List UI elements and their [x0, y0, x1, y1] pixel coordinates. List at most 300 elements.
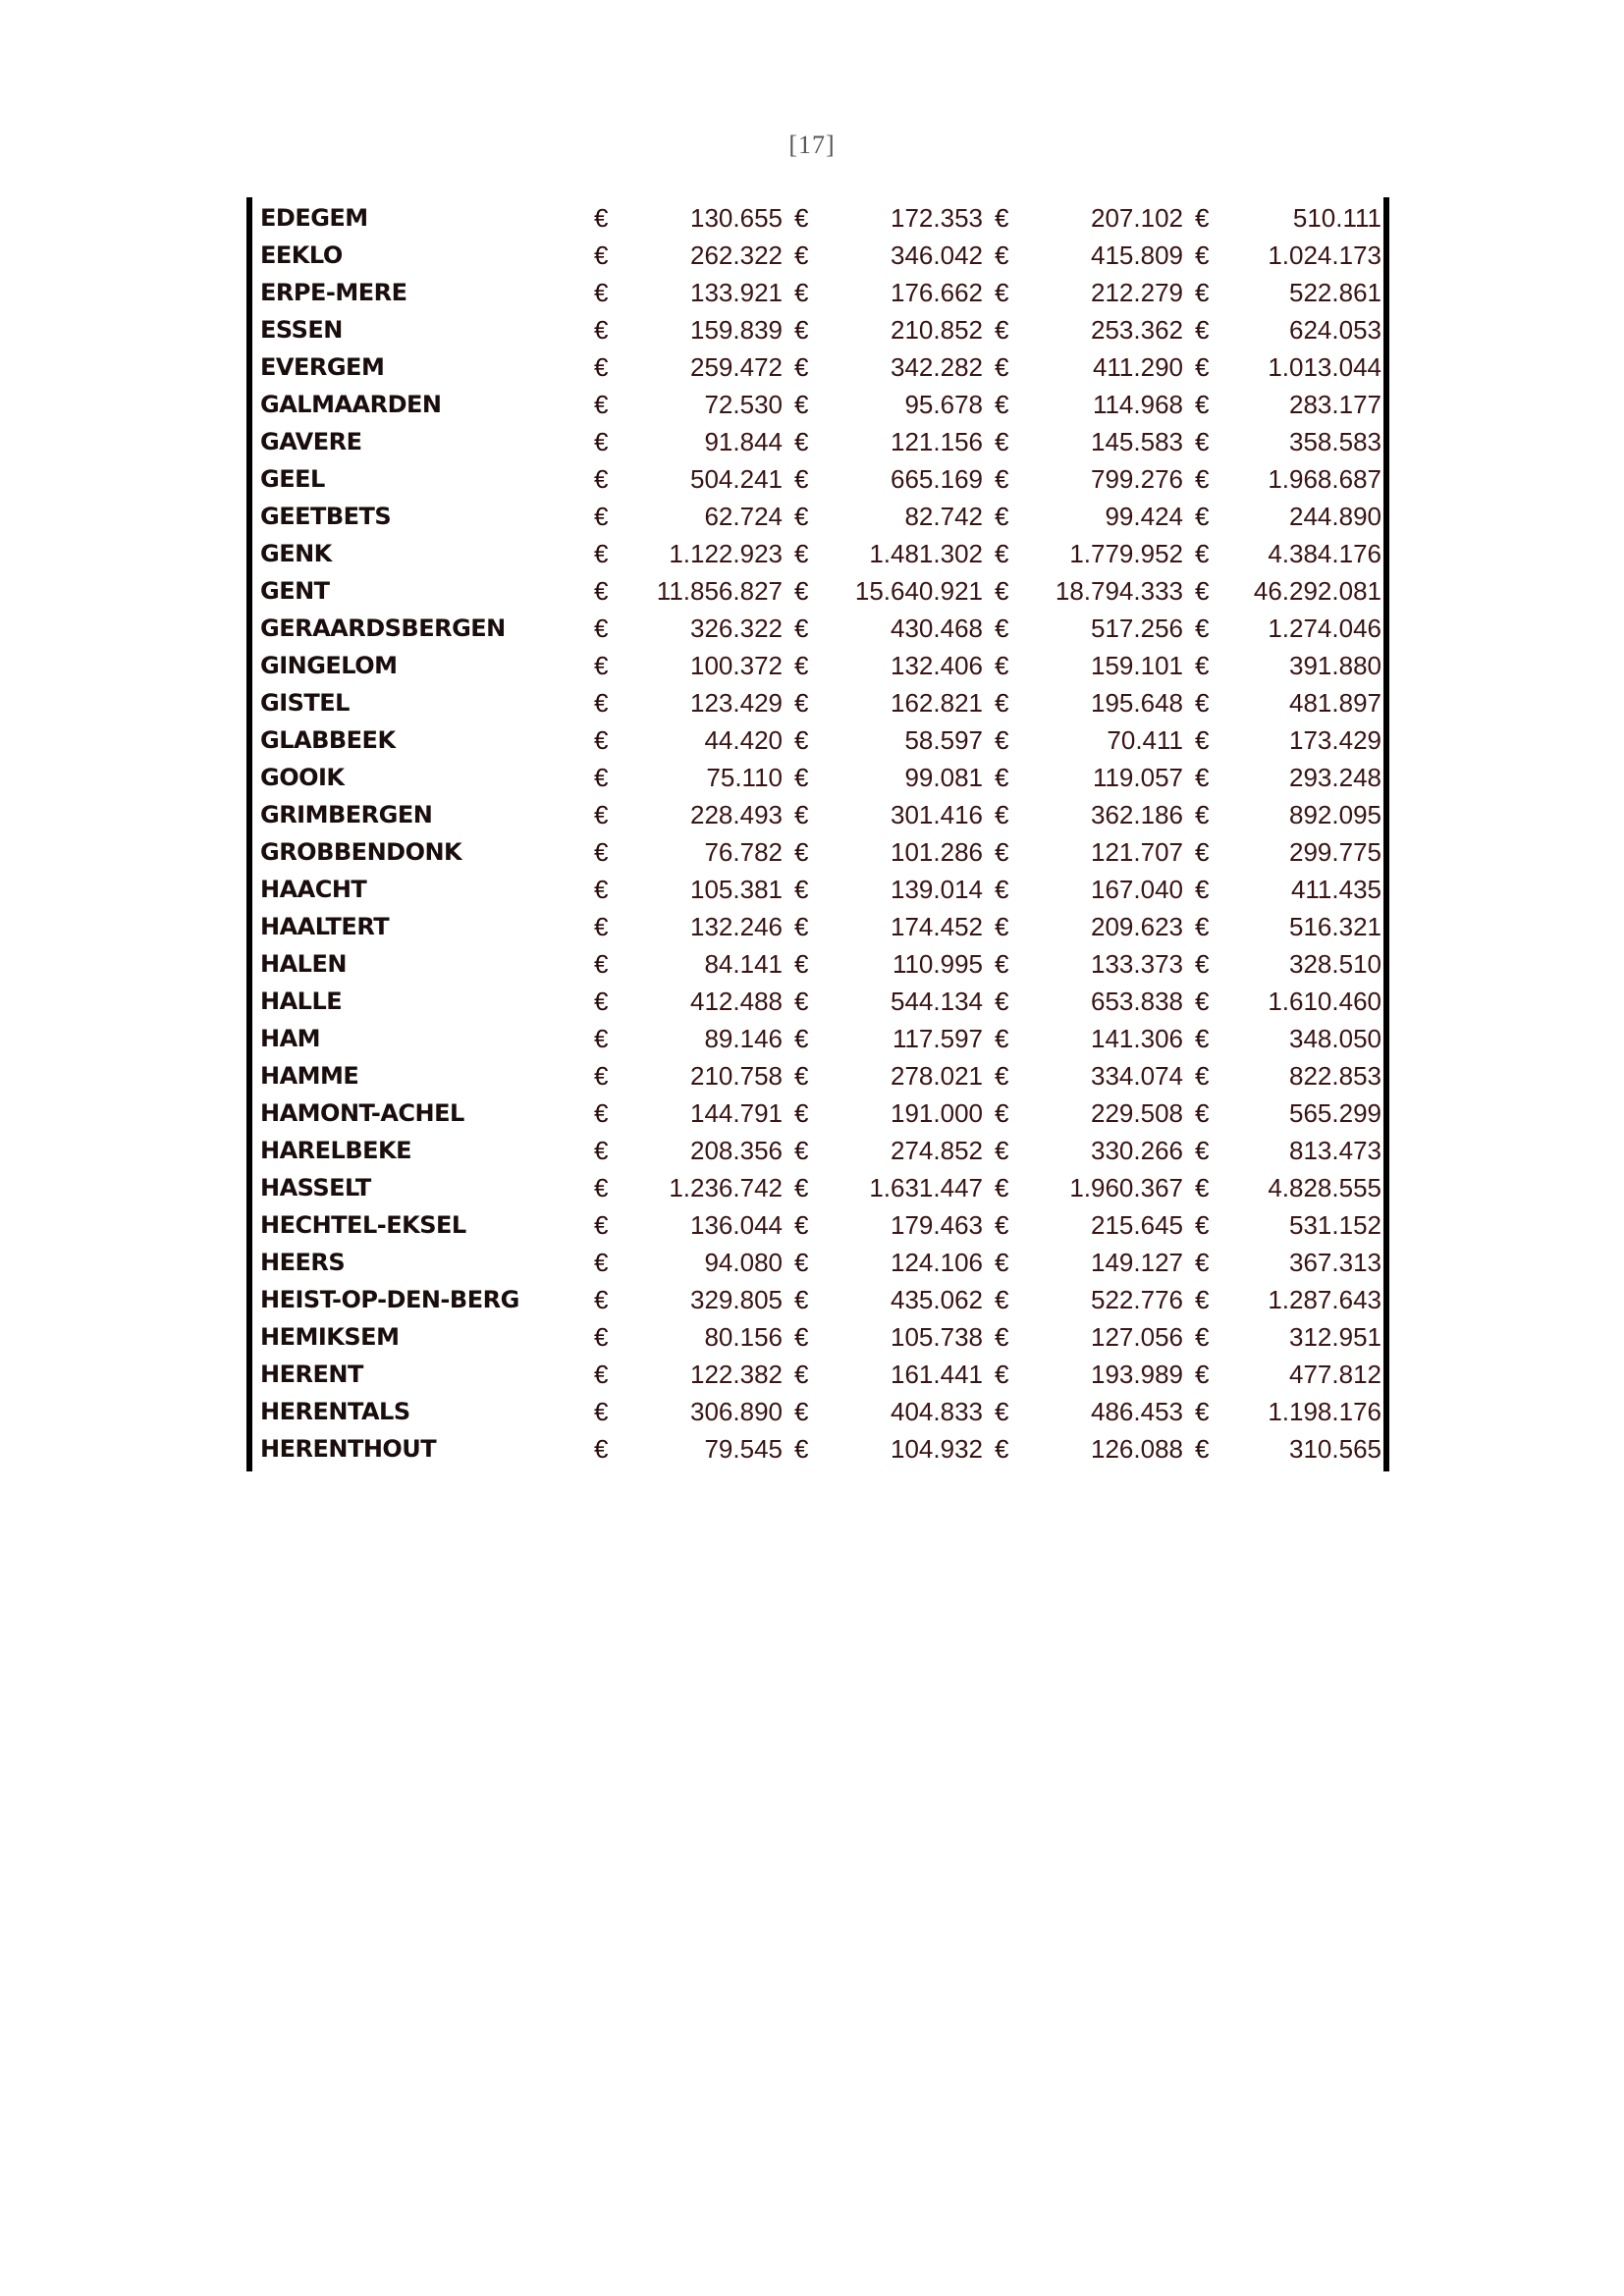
- currency-symbol: €: [1195, 987, 1210, 1016]
- amount-v1: 105.381: [690, 875, 783, 904]
- table-row: [252, 460, 1391, 498]
- currency-symbol: €: [794, 203, 809, 233]
- currency-symbol: €: [794, 987, 809, 1016]
- currency-symbol: €: [995, 1136, 1009, 1165]
- amount-v1: 75.110: [706, 763, 783, 792]
- amount-v4: 358.583: [1289, 427, 1381, 456]
- currency-symbol: €: [1195, 539, 1210, 568]
- amount-v1: 208.356: [690, 1136, 783, 1165]
- currency-symbol: €: [995, 502, 1009, 531]
- amount-v1: 84.141: [704, 949, 783, 979]
- amount-v3: 415.809: [1091, 240, 1183, 270]
- currency-symbol: €: [1195, 949, 1210, 979]
- municipality-name: EDEGEM: [260, 204, 368, 232]
- currency-symbol: €: [594, 1285, 609, 1314]
- currency-symbol: €: [1195, 614, 1210, 643]
- currency-symbol: €: [594, 1360, 609, 1389]
- currency-symbol: €: [1195, 1061, 1210, 1091]
- currency-symbol: €: [1195, 725, 1210, 755]
- amount-v3: 99.424: [1105, 502, 1183, 531]
- municipality-name: HAMONT-ACHEL: [260, 1099, 464, 1127]
- municipality-name: GAVERE: [260, 428, 362, 455]
- currency-symbol: €: [794, 725, 809, 755]
- currency-symbol: €: [594, 390, 609, 419]
- amount-v3: 141.306: [1091, 1024, 1183, 1053]
- currency-symbol: €: [1195, 1024, 1210, 1053]
- currency-symbol: €: [1195, 427, 1210, 456]
- currency-symbol: €: [594, 576, 609, 606]
- currency-symbol: €: [594, 837, 609, 867]
- currency-symbol: €: [1195, 1248, 1210, 1277]
- amount-v1: 306.890: [690, 1397, 783, 1426]
- table-row: [252, 199, 1391, 237]
- currency-symbol: €: [995, 1248, 1009, 1277]
- amount-v2: 124.106: [891, 1248, 983, 1277]
- amount-v2: 117.597: [892, 1024, 983, 1053]
- currency-symbol: €: [794, 464, 809, 494]
- amount-v4: 293.248: [1289, 763, 1381, 792]
- currency-symbol: €: [1195, 352, 1210, 382]
- amount-v2: 274.852: [891, 1136, 983, 1165]
- municipality-name: HERENTHOUT: [260, 1435, 437, 1463]
- amount-v4: 310.565: [1289, 1434, 1381, 1464]
- amount-v4: 624.053: [1289, 315, 1381, 345]
- amount-v2: 1.481.302: [869, 539, 983, 568]
- table-row: [252, 1206, 1391, 1244]
- municipality-name: GLABBEEK: [260, 726, 396, 754]
- currency-symbol: €: [1195, 1360, 1210, 1389]
- municipality-name: HAMME: [260, 1062, 359, 1090]
- currency-symbol: €: [594, 1173, 609, 1202]
- amount-v1: 11.856.827: [656, 576, 783, 606]
- amount-v2: 172.353: [891, 203, 983, 233]
- amount-v4: 283.177: [1289, 390, 1381, 419]
- table-row: [252, 1057, 1391, 1095]
- currency-symbol: €: [1195, 1136, 1210, 1165]
- currency-symbol: €: [1195, 1173, 1210, 1202]
- currency-symbol: €: [995, 875, 1009, 904]
- amount-v3: 121.707: [1091, 837, 1183, 867]
- amount-v3: 193.989: [1091, 1360, 1183, 1389]
- currency-symbol: €: [594, 240, 609, 270]
- currency-symbol: €: [995, 725, 1009, 755]
- table-row: [252, 945, 1391, 983]
- currency-symbol: €: [1195, 837, 1210, 867]
- amount-v1: 136.044: [690, 1210, 783, 1240]
- amount-v2: 15.640.921: [854, 576, 983, 606]
- amount-v3: 229.508: [1091, 1098, 1183, 1128]
- currency-symbol: €: [995, 651, 1009, 680]
- currency-symbol: €: [995, 1173, 1009, 1202]
- municipality-name: ESSEN: [260, 316, 343, 344]
- amount-v2: 342.282: [891, 352, 983, 382]
- municipality-name: HALLE: [260, 988, 343, 1015]
- currency-symbol: €: [1195, 912, 1210, 941]
- amount-v1: 76.782: [704, 837, 783, 867]
- currency-symbol: €: [1195, 502, 1210, 531]
- amount-v2: 544.134: [891, 987, 983, 1016]
- currency-symbol: €: [594, 427, 609, 456]
- amount-v3: 330.266: [1091, 1136, 1183, 1165]
- currency-symbol: €: [794, 837, 809, 867]
- table-row: [252, 1393, 1391, 1430]
- amount-v4: 531.152: [1289, 1210, 1381, 1240]
- currency-symbol: €: [594, 502, 609, 531]
- amount-v3: 212.279: [1091, 278, 1183, 307]
- amount-v4: 244.890: [1289, 502, 1381, 531]
- currency-symbol: €: [794, 1434, 809, 1464]
- currency-symbol: €: [995, 240, 1009, 270]
- currency-symbol: €: [1195, 1285, 1210, 1314]
- currency-symbol: €: [995, 614, 1009, 643]
- table-row: [252, 983, 1391, 1020]
- currency-symbol: €: [995, 763, 1009, 792]
- table-row: [252, 498, 1391, 535]
- amount-v2: 121.156: [891, 427, 983, 456]
- currency-symbol: €: [794, 763, 809, 792]
- amount-v3: 126.088: [1091, 1434, 1183, 1464]
- table-row: [252, 833, 1391, 871]
- currency-symbol: €: [594, 203, 609, 233]
- amount-v1: 100.372: [690, 651, 783, 680]
- amount-v1: 62.724: [704, 502, 783, 531]
- amount-v4: 1.287.643: [1268, 1285, 1381, 1314]
- currency-symbol: €: [594, 1434, 609, 1464]
- currency-symbol: €: [794, 688, 809, 718]
- amount-v3: 209.623: [1091, 912, 1183, 941]
- table-row: [252, 1356, 1391, 1393]
- currency-symbol: €: [794, 1248, 809, 1277]
- municipality-name: HAM: [260, 1025, 321, 1052]
- amount-v3: 195.648: [1091, 688, 1183, 718]
- municipality-name: HEERS: [260, 1249, 346, 1276]
- table-row: [252, 1244, 1391, 1281]
- municipality-name: HEIST-OP-DEN-BERG: [260, 1286, 519, 1313]
- amount-v2: 1.631.447: [869, 1173, 983, 1202]
- municipality-name: GROBBENDONK: [260, 838, 462, 866]
- currency-symbol: €: [594, 688, 609, 718]
- municipality-name: HALEN: [260, 950, 347, 978]
- currency-symbol: €: [1195, 875, 1210, 904]
- table-row: [252, 1095, 1391, 1132]
- amount-v1: 72.530: [704, 390, 783, 419]
- amount-v3: 517.256: [1091, 614, 1183, 643]
- amount-v3: 486.453: [1091, 1397, 1183, 1426]
- currency-symbol: €: [794, 1061, 809, 1091]
- amount-v3: 114.968: [1092, 390, 1183, 419]
- amount-v2: 58.597: [904, 725, 983, 755]
- currency-symbol: €: [594, 1024, 609, 1053]
- currency-symbol: €: [794, 800, 809, 829]
- currency-symbol: €: [1195, 576, 1210, 606]
- currency-symbol: €: [594, 1210, 609, 1240]
- currency-symbol: €: [1195, 651, 1210, 680]
- currency-symbol: €: [594, 800, 609, 829]
- table-row: [252, 274, 1391, 311]
- amount-v4: 411.435: [1290, 875, 1381, 904]
- amount-v2: 278.021: [891, 1061, 983, 1091]
- table-body: [252, 199, 1391, 1468]
- municipality-table: [246, 197, 1389, 1471]
- amount-v1: 159.839: [690, 315, 783, 345]
- currency-symbol: €: [594, 1061, 609, 1091]
- municipality-name: ERPE-MERE: [260, 279, 407, 306]
- currency-symbol: €: [794, 502, 809, 531]
- amount-v4: 1.610.460: [1268, 987, 1381, 1016]
- municipality-name: GALMAARDEN: [260, 391, 442, 418]
- amount-v1: 262.322: [690, 240, 783, 270]
- table-row: [252, 1020, 1391, 1057]
- amount-v4: 892.095: [1289, 800, 1381, 829]
- amount-v3: 1.960.367: [1069, 1173, 1183, 1202]
- currency-symbol: €: [995, 1210, 1009, 1240]
- currency-symbol: €: [1195, 315, 1210, 345]
- amount-v1: 259.472: [690, 352, 783, 382]
- amount-v2: 430.468: [891, 614, 983, 643]
- amount-v2: 191.000: [891, 1098, 983, 1128]
- currency-symbol: €: [594, 1136, 609, 1165]
- amount-v1: 210.758: [690, 1061, 783, 1091]
- amount-v1: 44.420: [704, 725, 783, 755]
- table-row: [252, 535, 1391, 572]
- amount-v1: 94.080: [704, 1248, 783, 1277]
- amount-v4: 516.321: [1289, 912, 1381, 941]
- table-row: [252, 1430, 1391, 1468]
- amount-v2: 139.014: [891, 875, 983, 904]
- currency-symbol: €: [594, 912, 609, 941]
- municipality-grid: [252, 199, 1391, 1468]
- amount-v4: 328.510: [1289, 949, 1381, 979]
- amount-v2: 162.821: [891, 688, 983, 718]
- table-row: [252, 908, 1391, 945]
- currency-symbol: €: [995, 1322, 1009, 1352]
- table-row: [252, 237, 1391, 274]
- municipality-name: HAACHT: [260, 876, 367, 903]
- amount-v1: 144.791: [690, 1098, 783, 1128]
- currency-symbol: €: [1195, 203, 1210, 233]
- currency-symbol: €: [1195, 1210, 1210, 1240]
- amount-v3: 253.362: [1091, 315, 1183, 345]
- currency-symbol: €: [995, 1024, 1009, 1053]
- currency-symbol: €: [594, 1397, 609, 1426]
- currency-symbol: €: [995, 1098, 1009, 1128]
- amount-v4: 46.292.081: [1253, 576, 1381, 606]
- amount-v2: 104.932: [891, 1434, 983, 1464]
- currency-symbol: €: [594, 875, 609, 904]
- municipality-name: GINGELOM: [260, 652, 398, 679]
- amount-v2: 174.452: [891, 912, 983, 941]
- amount-v3: 799.276: [1091, 464, 1183, 494]
- amount-v1: 1.122.923: [669, 539, 783, 568]
- amount-v3: 70.411: [1107, 725, 1183, 755]
- currency-symbol: €: [794, 651, 809, 680]
- currency-symbol: €: [594, 614, 609, 643]
- municipality-name: GISTEL: [260, 689, 350, 717]
- table-row: [252, 572, 1391, 610]
- currency-symbol: €: [794, 875, 809, 904]
- amount-v4: 481.897: [1289, 688, 1381, 718]
- municipality-name: HECHTEL-EKSEL: [260, 1211, 466, 1239]
- amount-v1: 123.429: [690, 688, 783, 718]
- table-row: [252, 1318, 1391, 1356]
- municipality-name: HEMIKSEM: [260, 1323, 400, 1351]
- currency-symbol: €: [594, 352, 609, 382]
- amount-v4: 4.828.555: [1268, 1173, 1381, 1202]
- currency-symbol: €: [1195, 688, 1210, 718]
- amount-v1: 130.655: [690, 203, 783, 233]
- municipality-name: GENK: [260, 540, 332, 567]
- amount-v1: 1.236.742: [669, 1173, 783, 1202]
- amount-v1: 133.921: [690, 278, 783, 307]
- amount-v3: 167.040: [1091, 875, 1183, 904]
- currency-symbol: €: [995, 800, 1009, 829]
- table-row: [252, 1132, 1391, 1169]
- municipality-name: HARELBEKE: [260, 1137, 412, 1164]
- currency-symbol: €: [995, 427, 1009, 456]
- currency-symbol: €: [794, 1173, 809, 1202]
- currency-symbol: €: [794, 240, 809, 270]
- table-row: [252, 684, 1391, 721]
- amount-v4: 813.473: [1289, 1136, 1381, 1165]
- currency-symbol: €: [794, 1360, 809, 1389]
- amount-v4: 822.853: [1289, 1061, 1381, 1091]
- amount-v4: 1.968.687: [1268, 464, 1381, 494]
- municipality-name: EEKLO: [260, 241, 343, 269]
- table-row: [252, 423, 1391, 460]
- amount-v4: 312.951: [1289, 1322, 1381, 1352]
- table-row: [252, 1169, 1391, 1206]
- currency-symbol: €: [794, 390, 809, 419]
- currency-symbol: €: [794, 1210, 809, 1240]
- amount-v2: 301.416: [891, 800, 983, 829]
- amount-v2: 179.463: [891, 1210, 983, 1240]
- amount-v1: 89.146: [704, 1024, 783, 1053]
- currency-symbol: €: [995, 352, 1009, 382]
- amount-v2: 132.406: [891, 651, 983, 680]
- amount-v1: 80.156: [704, 1322, 783, 1352]
- amount-v3: 119.057: [1092, 763, 1183, 792]
- amount-v2: 176.662: [891, 278, 983, 307]
- municipality-name: HERENT: [260, 1361, 363, 1388]
- table-row: [252, 386, 1391, 423]
- amount-v2: 435.062: [891, 1285, 983, 1314]
- amount-v4: 367.313: [1289, 1248, 1381, 1277]
- amount-v1: 79.545: [704, 1434, 783, 1464]
- table-row: [252, 759, 1391, 796]
- table-row: [252, 610, 1391, 647]
- amount-v3: 411.290: [1092, 352, 1183, 382]
- amount-v1: 329.805: [690, 1285, 783, 1314]
- currency-symbol: €: [594, 987, 609, 1016]
- currency-symbol: €: [794, 1024, 809, 1053]
- table-row: [252, 796, 1391, 833]
- municipality-name: GENT: [260, 577, 330, 605]
- currency-symbol: €: [995, 278, 1009, 307]
- amount-v1: 412.488: [690, 987, 783, 1016]
- currency-symbol: €: [1195, 390, 1210, 419]
- currency-symbol: €: [995, 1061, 1009, 1091]
- amount-v2: 665.169: [891, 464, 983, 494]
- amount-v4: 4.384.176: [1268, 539, 1381, 568]
- municipality-name: HERENTALS: [260, 1398, 410, 1425]
- amount-v3: 653.838: [1091, 987, 1183, 1016]
- currency-symbol: €: [995, 987, 1009, 1016]
- currency-symbol: €: [1195, 800, 1210, 829]
- currency-symbol: €: [995, 1360, 1009, 1389]
- amount-v1: 326.322: [690, 614, 783, 643]
- currency-symbol: €: [594, 1098, 609, 1128]
- amount-v3: 207.102: [1091, 203, 1183, 233]
- currency-symbol: €: [594, 651, 609, 680]
- municipality-name: GERAARDSBERGEN: [260, 614, 506, 642]
- amount-v4: 565.299: [1289, 1098, 1381, 1128]
- currency-symbol: €: [594, 315, 609, 345]
- currency-symbol: €: [995, 837, 1009, 867]
- amount-v3: 1.779.952: [1069, 539, 1183, 568]
- currency-symbol: €: [995, 912, 1009, 941]
- currency-symbol: €: [794, 1322, 809, 1352]
- amount-v3: 522.776: [1091, 1285, 1183, 1314]
- amount-v2: 95.678: [904, 390, 983, 419]
- currency-symbol: €: [594, 539, 609, 568]
- currency-symbol: €: [995, 1397, 1009, 1426]
- amount-v3: 133.373: [1091, 949, 1183, 979]
- currency-symbol: €: [995, 949, 1009, 979]
- amount-v2: 82.742: [904, 502, 983, 531]
- amount-v4: 522.861: [1289, 278, 1381, 307]
- currency-symbol: €: [794, 1397, 809, 1426]
- currency-symbol: €: [594, 949, 609, 979]
- table-row: [252, 348, 1391, 386]
- currency-symbol: €: [794, 614, 809, 643]
- amount-v2: 110.995: [892, 949, 983, 979]
- currency-symbol: €: [794, 427, 809, 456]
- currency-symbol: €: [794, 352, 809, 382]
- amount-v4: 1.274.046: [1268, 614, 1381, 643]
- amount-v4: 477.812: [1289, 1360, 1381, 1389]
- currency-symbol: €: [794, 1136, 809, 1165]
- currency-symbol: €: [1195, 464, 1210, 494]
- currency-symbol: €: [794, 1285, 809, 1314]
- currency-symbol: €: [1195, 278, 1210, 307]
- amount-v4: 299.775: [1289, 837, 1381, 867]
- currency-symbol: €: [1195, 1434, 1210, 1464]
- amount-v2: 105.738: [891, 1322, 983, 1352]
- currency-symbol: €: [794, 1098, 809, 1128]
- amount-v3: 215.645: [1091, 1210, 1183, 1240]
- currency-symbol: €: [794, 278, 809, 307]
- amount-v4: 1.198.176: [1268, 1397, 1381, 1426]
- amount-v3: 145.583: [1091, 427, 1183, 456]
- amount-v3: 149.127: [1091, 1248, 1183, 1277]
- amount-v2: 210.852: [891, 315, 983, 345]
- currency-symbol: €: [995, 1285, 1009, 1314]
- currency-symbol: €: [995, 203, 1009, 233]
- currency-symbol: €: [995, 688, 1009, 718]
- amount-v2: 99.081: [904, 763, 983, 792]
- municipality-name: GOOIK: [260, 764, 345, 791]
- table-row: [252, 647, 1391, 684]
- currency-symbol: €: [1195, 1397, 1210, 1426]
- currency-symbol: €: [995, 315, 1009, 345]
- amount-v4: 173.429: [1289, 725, 1381, 755]
- municipality-name: HAALTERT: [260, 913, 390, 940]
- amount-v2: 101.286: [891, 837, 983, 867]
- amount-v1: 122.382: [690, 1360, 783, 1389]
- currency-symbol: €: [1195, 1322, 1210, 1352]
- municipality-name: HASSELT: [260, 1174, 371, 1201]
- currency-symbol: €: [794, 912, 809, 941]
